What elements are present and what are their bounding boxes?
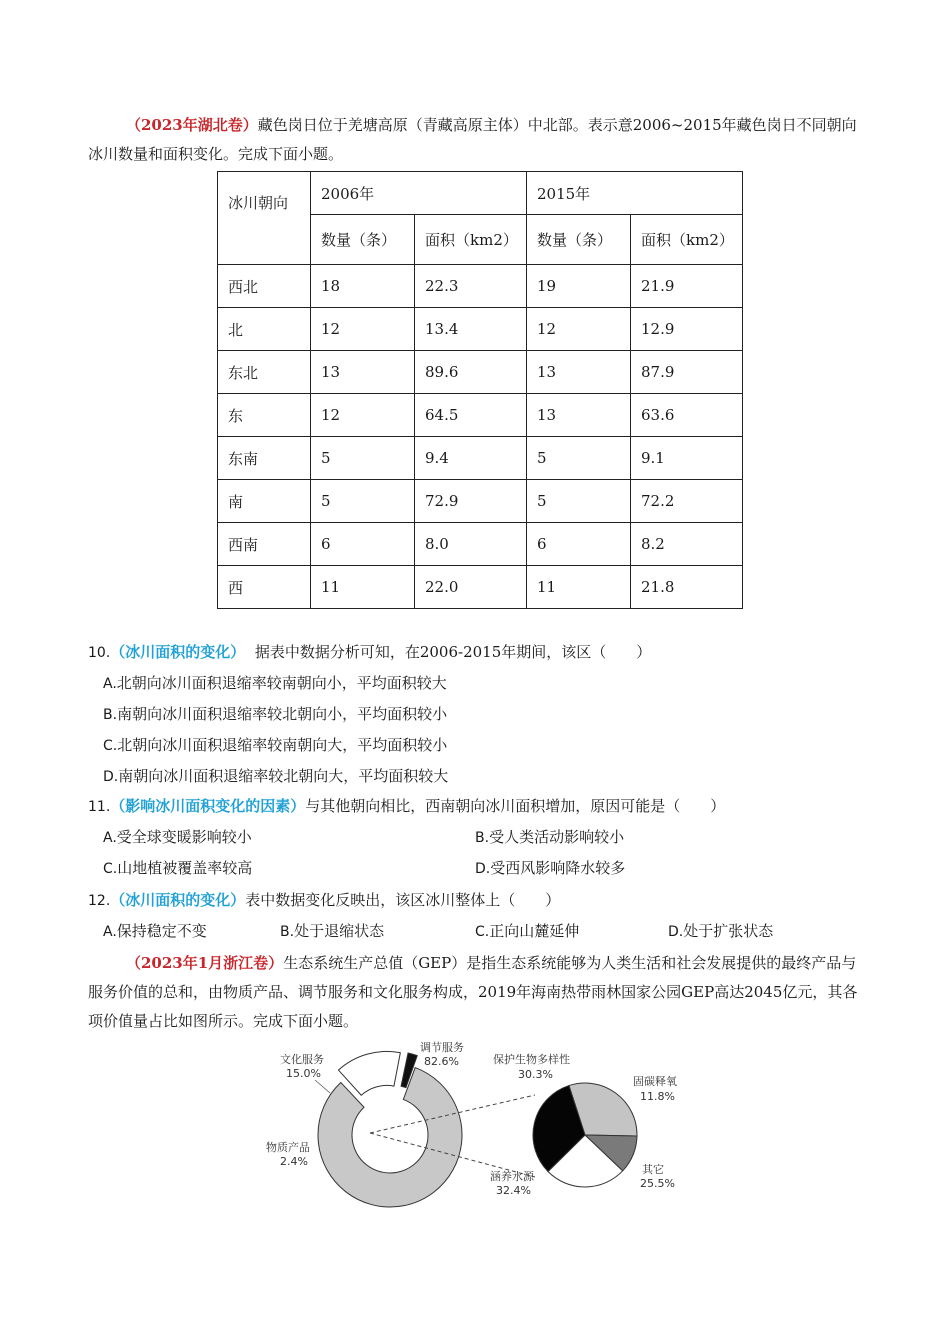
value-cultural-services: 15.0% <box>286 1067 321 1080</box>
label-water: 涵养水源 <box>490 1170 534 1183</box>
table-cell: 北 <box>218 308 311 351</box>
table-sub-header: 数量（条） <box>527 215 631 265</box>
table-cell: 13 <box>527 351 631 394</box>
option-letter: A. <box>103 830 117 846</box>
question-number: 10. <box>88 645 111 661</box>
table-cell: 72.9 <box>415 480 527 523</box>
option-text: 南朝向冰川面积退缩率较北朝向小，平均面积较小 <box>117 705 448 723</box>
table-cell: 21.8 <box>631 566 743 609</box>
passage-2-source: （2023年1月浙江卷） <box>126 954 284 972</box>
option-letter: A. <box>103 676 117 692</box>
table-sub-header: 面积（km2） <box>631 215 743 265</box>
table-cell: 9.4 <box>415 437 527 480</box>
table-cell: 18 <box>311 265 415 308</box>
table-cell: 东北 <box>218 351 311 394</box>
table-row <box>218 265 743 308</box>
option-text: 处于退缩状态 <box>294 922 385 940</box>
question-topic-tag: （冰川面积的变化） <box>110 643 246 661</box>
leader-line <box>315 1080 330 1093</box>
table-cell: 72.2 <box>631 480 743 523</box>
table-row <box>218 566 743 609</box>
option-text: 处于扩张状态 <box>683 922 774 940</box>
option-text: 受全球变暖影响较小 <box>116 828 252 846</box>
table-cell: 63.6 <box>631 394 743 437</box>
option-letter: B. <box>475 830 490 846</box>
question-number: 12. <box>88 893 111 909</box>
table-cell: 22.0 <box>415 566 527 609</box>
option-letter: B. <box>280 924 295 940</box>
option-text: 正向山麓延伸 <box>489 922 580 940</box>
question-text: 与其他朝向相比，西南朝向冰川面积增加，原因可能是（ ） <box>305 797 726 815</box>
value-other: 25.5% <box>640 1177 675 1190</box>
table-corner-header: 冰川朝向 <box>218 172 311 265</box>
table-sub-header: 数量（条） <box>311 215 415 265</box>
label-biodiversity: 保护生物多样性 <box>493 1053 570 1066</box>
option-12-b <box>280 920 384 943</box>
table-cell: 9.1 <box>631 437 743 480</box>
question-text: 表中数据变化反映出，该区冰川整体上（ ） <box>245 891 561 909</box>
regulation-breakdown-pie <box>533 1083 637 1187</box>
option-11-c <box>103 857 252 880</box>
value-biodiversity: 30.3% <box>518 1068 553 1081</box>
question-topic-tag: （冰川面积的变化） <box>110 891 246 909</box>
table-row <box>218 394 743 437</box>
table-cell: 5 <box>527 437 631 480</box>
table-cell: 8.2 <box>631 523 743 566</box>
label-other: 其它 <box>642 1163 664 1176</box>
table-cell: 12 <box>311 308 415 351</box>
donut-slice-cultural <box>338 1051 400 1095</box>
question-number: 11. <box>88 799 111 815</box>
option-10-a <box>103 672 447 695</box>
option-letter: A. <box>103 924 117 940</box>
option-12-d <box>668 920 773 943</box>
option-12-a <box>103 920 207 943</box>
question-12-stem <box>88 889 560 912</box>
gep-chart <box>260 1035 690 1210</box>
table-cell: 12 <box>527 308 631 351</box>
table-cell: 5 <box>311 437 415 480</box>
question-10-stem <box>88 641 651 664</box>
option-11-a <box>103 826 252 849</box>
label-carbon: 固碳释氧 <box>633 1075 677 1088</box>
table-cell: 东南 <box>218 437 311 480</box>
option-10-c <box>103 734 447 757</box>
table-cell: 13 <box>527 394 631 437</box>
table-cell: 87.9 <box>631 351 743 394</box>
label-regulation-services: 调节服务 <box>420 1041 464 1054</box>
option-letter: C. <box>475 924 490 940</box>
table-cell: 11 <box>527 566 631 609</box>
table-cell: 11 <box>311 566 415 609</box>
option-text: 北朝向冰川面积退缩率较南朝向大，平均面积较小 <box>117 736 448 754</box>
option-text: 受西风影响降水较多 <box>490 859 626 877</box>
table-cell: 西 <box>218 566 311 609</box>
option-text: 保持稳定不变 <box>116 922 207 940</box>
option-11-b <box>475 826 624 849</box>
table-cell: 6 <box>311 523 415 566</box>
option-letter: C. <box>103 861 118 877</box>
value-regulation-services: 82.6% <box>424 1055 459 1068</box>
option-letter: D. <box>668 924 684 940</box>
label-cultural-services: 文化服务 <box>280 1053 324 1066</box>
question-topic-tag: （影响冰川面积变化的因素） <box>110 797 306 815</box>
option-letter: D. <box>475 861 491 877</box>
table-cell: 西北 <box>218 265 311 308</box>
table-cell: 89.6 <box>415 351 527 394</box>
option-10-d <box>103 765 448 788</box>
table-cell: 东 <box>218 394 311 437</box>
table-cell: 12.9 <box>631 308 743 351</box>
option-text: 受人类活动影响较小 <box>489 828 625 846</box>
label-material-products: 物质产品 <box>266 1141 310 1154</box>
option-12-c <box>475 920 579 943</box>
table-cell: 64.5 <box>415 394 527 437</box>
donut-slice-regulation <box>318 1068 462 1207</box>
option-letter: C. <box>103 738 118 754</box>
table-row <box>218 308 743 351</box>
option-11-d <box>475 857 625 880</box>
question-text: 据表中数据分析可知，在2006-2015年期间，该区（ ） <box>254 643 652 661</box>
question-11-stem <box>88 795 725 818</box>
option-letter: D. <box>103 769 119 785</box>
table-row <box>218 351 743 394</box>
table-cell: 13.4 <box>415 308 527 351</box>
table-cell: 8.0 <box>415 523 527 566</box>
option-letter: B. <box>103 707 118 723</box>
option-10-b <box>103 703 447 726</box>
passage-1-source: （2023年湖北卷） <box>126 116 258 134</box>
passage-2 <box>88 949 863 1036</box>
table-cell: 5 <box>311 480 415 523</box>
table-cell: 西南 <box>218 523 311 566</box>
table-cell: 13 <box>311 351 415 394</box>
passage-1-text: 藏色岗日位于羌塘高原（青藏高原主体）中北部。表示意2006~2015年藏色岗日不同朝向冰川数量和面积变化。完成下面小题。 <box>88 116 857 163</box>
table-cell: 12 <box>311 394 415 437</box>
table-cell: 22.3 <box>415 265 527 308</box>
value-water: 32.4% <box>496 1184 531 1197</box>
glacier-table <box>217 171 743 609</box>
option-text: 北朝向冰川面积退缩率较南朝向小，平均面积较大 <box>116 674 447 692</box>
option-text: 山地植被覆盖率较高 <box>117 859 253 877</box>
value-carbon: 11.8% <box>640 1090 675 1103</box>
passage-1 <box>88 111 863 169</box>
table-cell: 南 <box>218 480 311 523</box>
passage-2-text: 生态系统生产总值（GEP）是指生态系统能够为人类生活和社会发展提供的最终产品与服务价值的总和，由物质产品、调节服务和文化服务构成，2019年海南热带雨林国家公园GEP高达2045亿元，其各项价值量占比如图所示。完成下面小题。 <box>88 954 858 1030</box>
table-cell: 19 <box>527 265 631 308</box>
table-row <box>218 523 743 566</box>
option-text: 南朝向冰川面积退缩率较北朝向大，平均面积较大 <box>118 767 449 785</box>
value-material-products: 2.4% <box>280 1155 308 1168</box>
table-sub-header: 面积（km2） <box>415 215 527 265</box>
table-cell: 6 <box>527 523 631 566</box>
table-year-header: 2006年 <box>311 172 527 215</box>
table-year-header: 2015年 <box>527 172 743 215</box>
table-row <box>218 437 743 480</box>
table-cell: 21.9 <box>631 265 743 308</box>
table-row <box>218 480 743 523</box>
table-cell: 5 <box>527 480 631 523</box>
gep-donut-chart <box>318 1051 462 1207</box>
